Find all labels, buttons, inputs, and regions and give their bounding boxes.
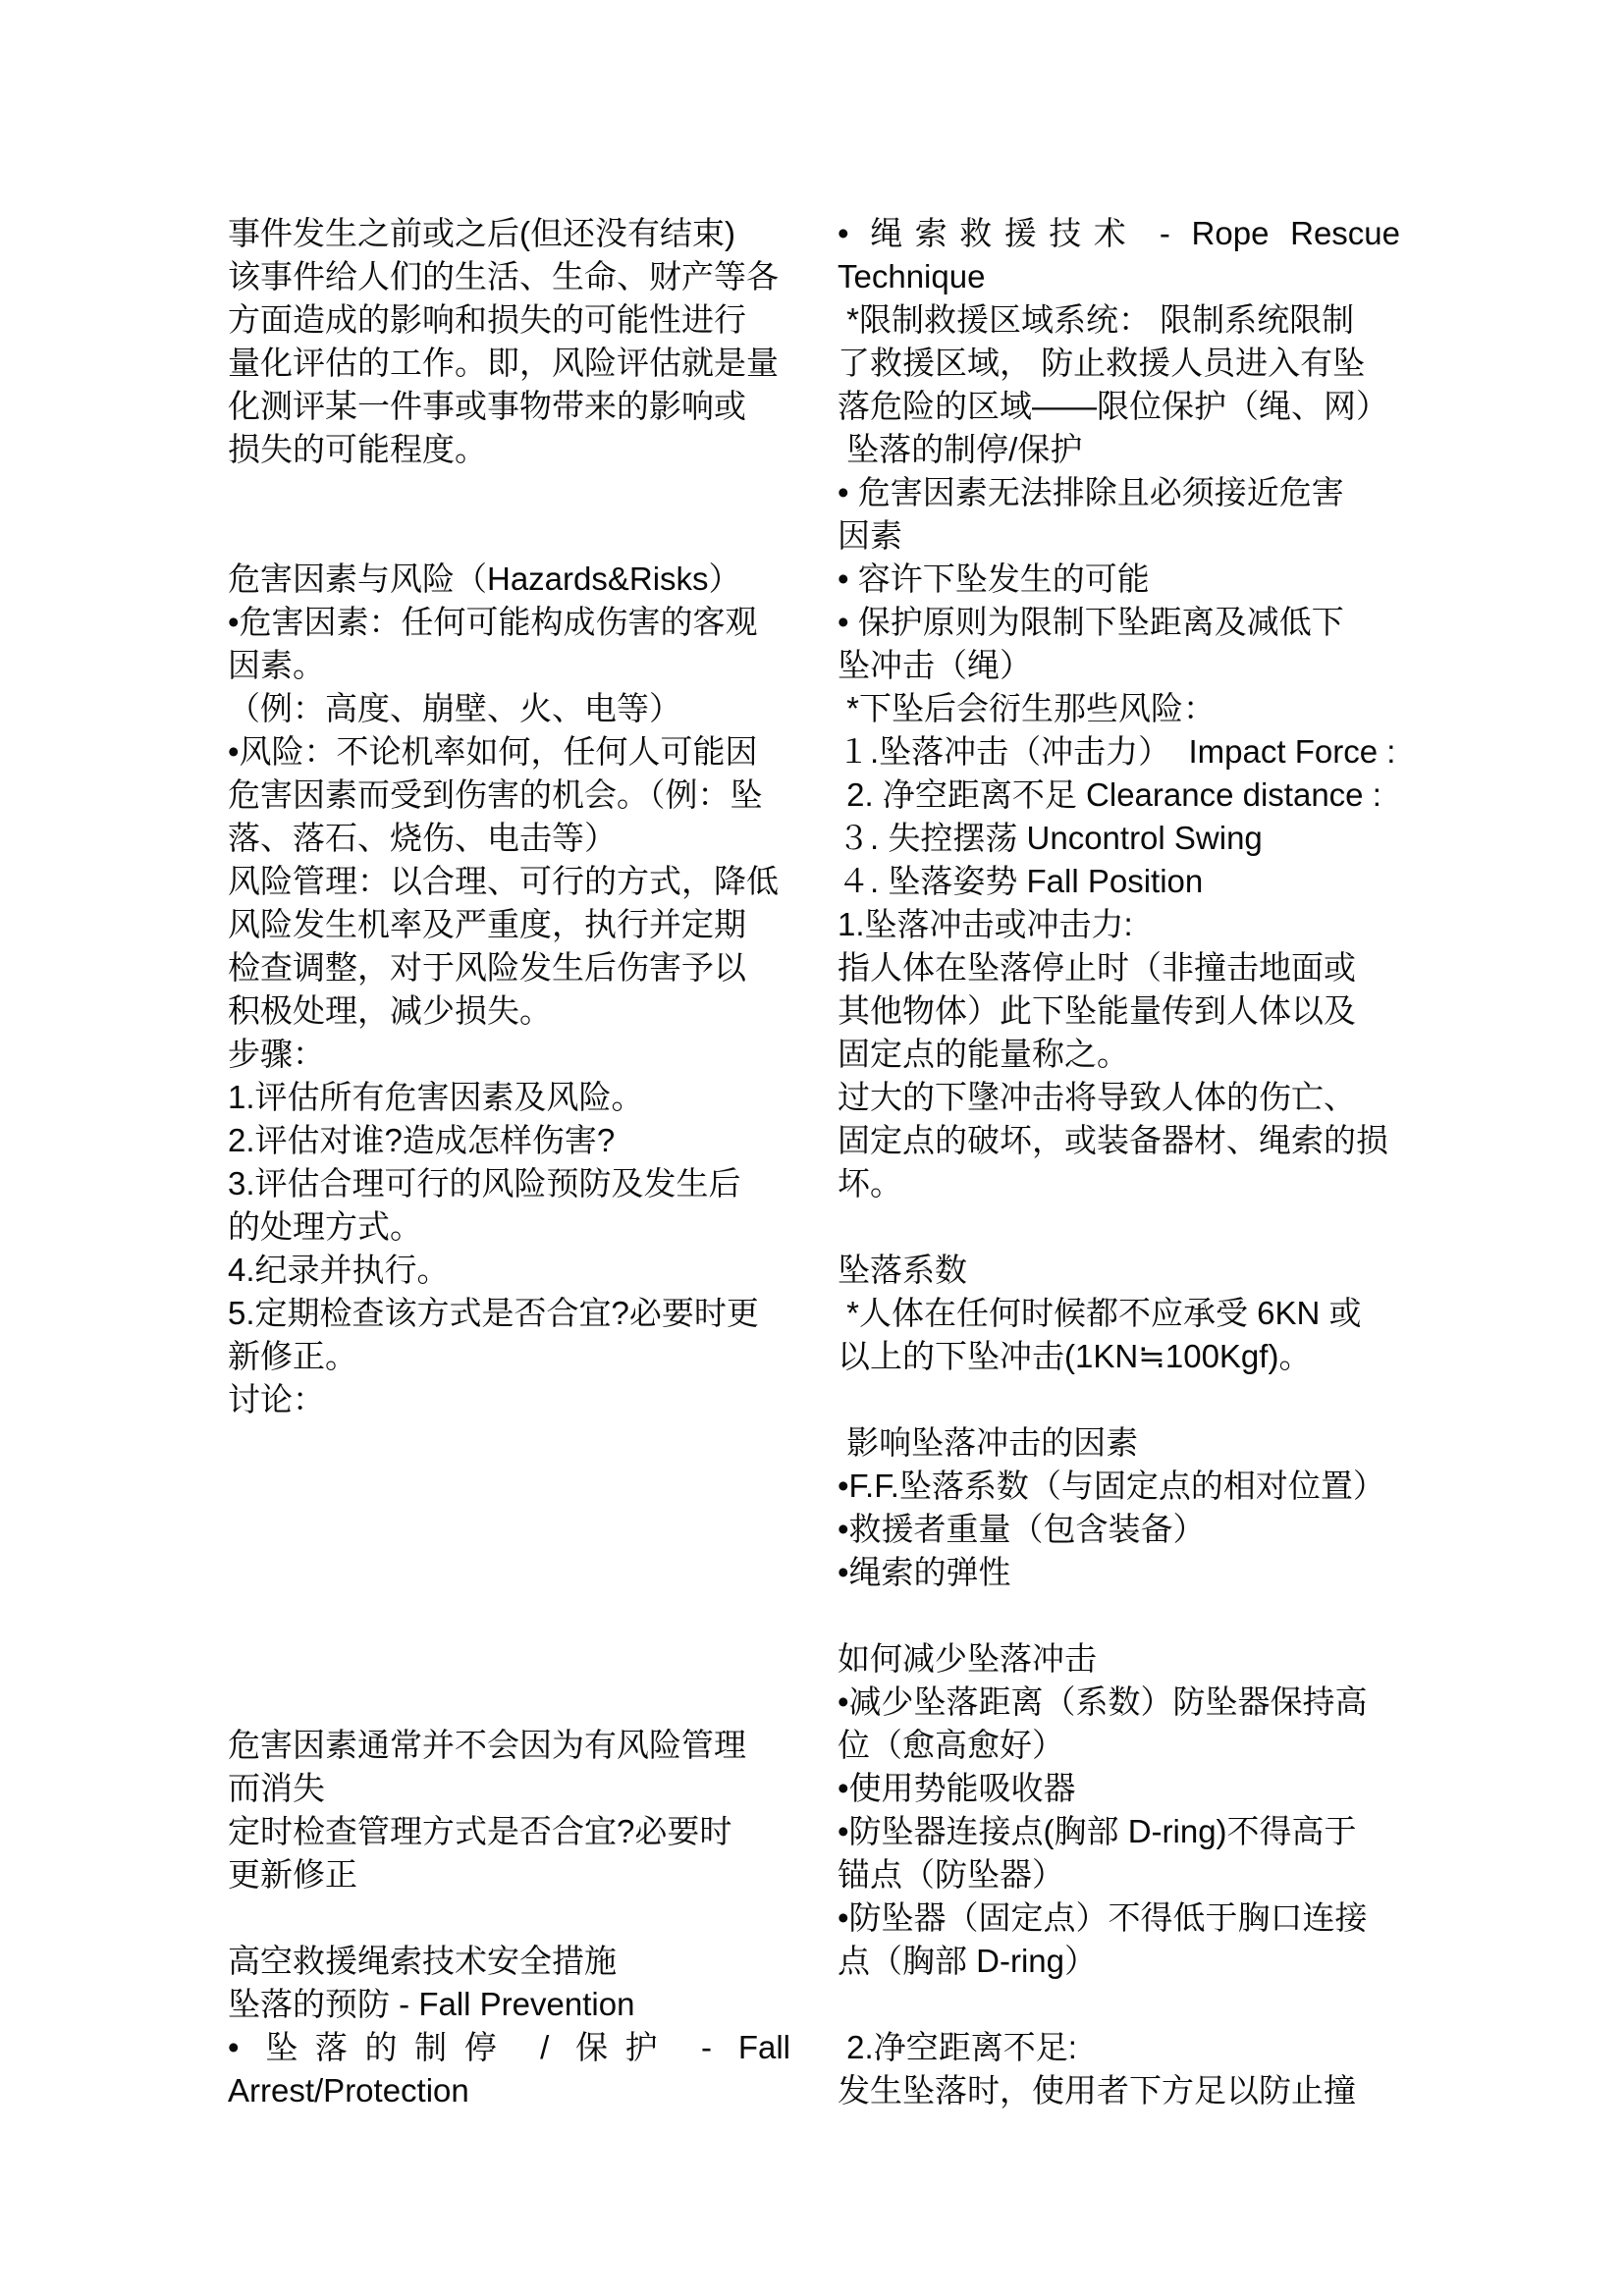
text-line [838,1378,1400,1421]
text-line: 2.评估对谁?造成怎样伤害? [228,1122,616,1158]
text-line [228,1681,790,1724]
text-line: 因素 [838,517,902,554]
right-column [838,212,1400,2112]
text-line: •防坠器（固定点）不得低于胸口连接 [838,1899,1368,1936]
text-line: 坠落的制停/保护 [838,431,1083,467]
text-line: 坏。 [838,1165,902,1201]
text-line: 位（愈高愈好） [838,1727,1064,1763]
two-column-text-area [228,212,1400,2112]
text-line [838,1205,1400,1249]
text-line: •减少坠落距离（系数）防坠器保持高 [838,1683,1368,1720]
text-line: 指人体在坠落停止时（非撞击地面或 [838,949,1356,986]
text-line: • 危害因素无法排除且必须接近危害 [838,474,1344,510]
text-line: 高空救援绳索技术安全措施 [228,1943,617,1979]
text-line: • 坠落的制停 / 保护 - Fall [228,2029,790,2065]
left-column [228,212,790,2112]
text-line: 坠冲击（绳） [838,647,1032,683]
text-line: 1.坠落冲击或冲击力: [838,906,1133,942]
text-line: 危害因素而受到伤害的机会。（例：坠 [228,776,763,813]
text-line: 1.评估所有危害因素及风险。 [228,1079,644,1115]
text-line: 风险管理：以合理、可行的方式，降低 [228,863,779,899]
text-line: •绳索的弹性 [838,1554,1011,1590]
text-line: 点（胸部 D-ring） [838,1943,1098,1979]
text-line: 2.净空距离不足: [838,2029,1077,2065]
text-line: 坠落系数 [838,1252,967,1288]
text-line: １.坠落冲击（冲击力） Impact Force : [838,733,1396,770]
text-line: Technique [838,258,986,294]
text-line: •救援者重量（包含装备） [838,1511,1206,1547]
text-line: 检查调整，对于风险发生后伤害予以 [228,949,746,986]
text-line: （例：高度、崩壁、火、电等） [228,690,681,726]
text-line: 该事件给人们的生活、生命、财产等各 [228,258,779,294]
text-line: 4.纪录并执行。 [228,1252,450,1288]
text-line: 新修正。 [228,1338,357,1374]
text-line: •防坠器连接点(胸部 D-ring)不得高于 [838,1813,1357,1849]
text-line: 落危险的区域——限位保护（绳、网） [838,388,1388,424]
text-line [228,1421,790,1465]
text-line: 化测评某一件事或事物带来的影响或 [228,388,746,424]
text-line [228,1637,790,1681]
text-line: 的处理方式。 [228,1208,422,1245]
text-line [228,514,790,558]
text-line: 锚点（防坠器） [838,1856,1064,1893]
text-line [228,1896,790,1940]
text-line: 落、落石、烧伤、电击等） [228,820,617,856]
text-line: 3.评估合理可行的风险预防及发生后 [228,1165,741,1201]
text-line: 过大的下墬冲击将导致人体的伤亡、 [838,1079,1356,1115]
text-line: 危害因素与风险（Hazards&Risks） [228,561,741,597]
text-line: •风险：不论机率如何，任何人可能因 [228,733,758,770]
text-line: 发生坠落时，使用者下方足以防止撞 [838,2072,1356,2109]
text-line: 量化评估的工作。即，风险评估就是量 [228,345,779,381]
text-line: • 保护原则为限制下坠距离及减低下 [838,604,1344,640]
text-line [838,1983,1400,2026]
text-line: ３. 失控摆荡 Uncontrol Swing [838,820,1263,856]
text-line: •使用势能吸收器 [838,1770,1076,1806]
text-line: • 容许下坠发生的可能 [838,561,1150,597]
text-line [228,1465,790,1508]
text-line: •F.F.坠落系数（与固定点的相对位置） [838,1468,1385,1504]
text-line: 5.定期检查该方式是否合宜?必要时更 [228,1295,759,1331]
text-line: 因素。 [228,647,325,683]
text-line: Arrest/Protection [228,2072,469,2109]
text-line: 定时检查管理方式是否合宜?必要时 [228,1813,732,1849]
text-line: 如何减少坠落冲击 [838,1640,1097,1677]
text-line: 了救援区域， 防止救援人员进入有坠 [838,345,1366,381]
text-line: 积极处理，减少损失。 [228,992,552,1029]
text-line [228,1508,790,1551]
text-line: 坠落的预防 - Fall Prevention [228,1986,635,2022]
text-line: 而消失 [228,1770,325,1806]
text-line: ４. 坠落姿势 Fall Position [838,863,1204,899]
text-line: 事件发生之前或之后(但还没有结束) [228,215,735,251]
text-line: 以上的下坠冲击(1KN≒100Kgf)。 [838,1338,1312,1374]
text-line [228,1551,790,1594]
text-line: *下坠后会衍生那些风险： [838,690,1217,726]
text-line: 固定点的能量称之。 [838,1036,1129,1072]
text-line [228,471,790,514]
text-line: 2. 净空距离不足 Clearance distance : [838,776,1381,813]
text-line: 步骤： [228,1036,325,1072]
text-line: 其他物体）此下坠能量传到人体以及 [838,992,1356,1029]
text-line [228,1594,790,1637]
text-line: 风险发生机率及严重度，执行并定期 [228,906,746,942]
text-line: 危害因素通常并不会因为有风险管理 [228,1727,746,1763]
text-line: 损失的可能程度。 [228,431,487,467]
text-line: 影响坠落冲击的因素 [838,1424,1139,1461]
text-line: • 绳索救援技术 - Rope Rescue [838,215,1400,251]
text-line: *限制救援区域系统： 限制系统限制 [838,301,1355,338]
text-line: 更新修正 [228,1856,357,1893]
text-line: •危害因素：任何可能构成伤害的客观 [228,604,758,640]
text-line: 方面造成的影响和损失的可能性进行 [228,301,746,338]
text-line: 讨论： [228,1381,325,1417]
text-line: *人体在任何时候都不应承受 6KN 或 [838,1295,1362,1331]
text-line [838,1594,1400,1637]
text-line: 固定点的破坏，或装备器材、绳索的损 [838,1122,1388,1158]
